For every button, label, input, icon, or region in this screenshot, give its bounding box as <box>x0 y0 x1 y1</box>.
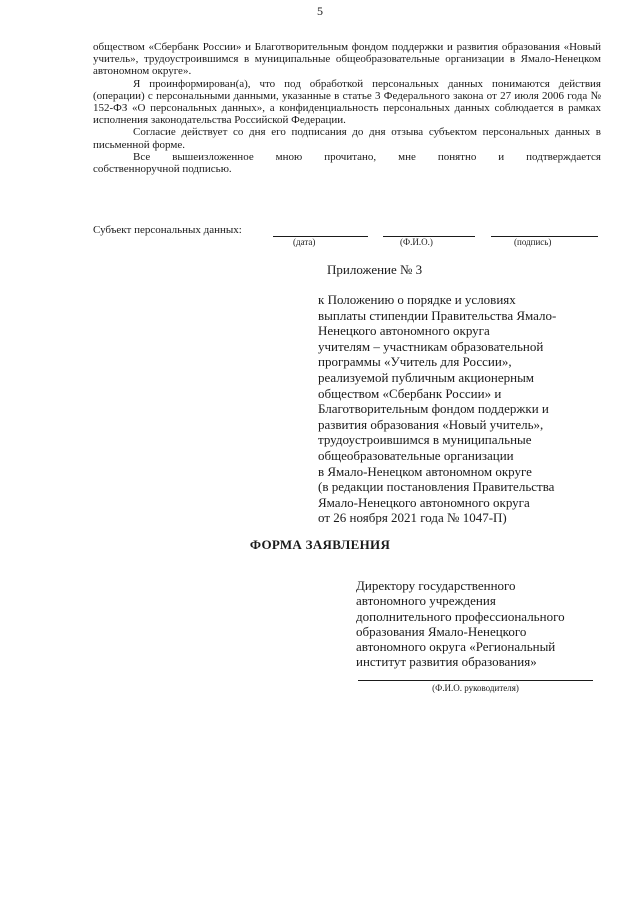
appendix-line: развития образования «Новый учитель», <box>318 416 544 432</box>
addressee-line: институт развития образования» <box>356 654 537 670</box>
appendix-line: от 26 ноября 2021 года № 1047-П) <box>318 510 507 526</box>
addressee-line: Директору государственного <box>356 578 516 593</box>
subject-label: Субъект персональных данных: <box>93 224 242 236</box>
appendix-line: Ямало-Ненецкого автономного округа <box>318 494 530 510</box>
appendix-line: в Ямало-Ненецком автономном округе <box>318 463 532 479</box>
consent-text <box>93 41 601 175</box>
appendix-description <box>318 292 556 526</box>
form-title: ФОРМА ЗАЯВЛЕНИЯ <box>249 537 391 552</box>
appendix-line: реализуемой публичным акционерным <box>318 369 535 385</box>
appendix-line: обществом «Сбербанк России» и <box>318 385 502 401</box>
date-caption: (дата) <box>293 237 316 247</box>
appendix-line: Ненецкого автономного округа <box>318 323 490 339</box>
appendix-line: к Положению о порядке и условиях <box>318 292 516 307</box>
appendix-line: (в редакции постановления Правительства <box>318 479 555 495</box>
appendix-line: программы «Учитель для России», <box>318 354 512 370</box>
addressee-line: автономного округа «Региональный <box>356 639 556 655</box>
addressee-block <box>356 578 565 670</box>
date-line[interactable] <box>273 236 368 237</box>
appendix-line: общеобразовательные организации <box>318 447 514 463</box>
consent-paragraph-2: Я проинформирован(а), что под обработкой персональных данных понимаются действия (операции) с персональными данными, указанные в статье 3 Федерального закона от 27 июля 2006 года № 152-ФЗ «О персональных данных», а конфиденциальность персональных данных соблюдается в рамках исполнения законодательства Российской Федерации. <box>93 77 601 127</box>
signature-block <box>93 224 613 254</box>
addressee-line: образования Ямало-Ненецкого <box>356 623 527 639</box>
page-number: 5 <box>317 4 323 18</box>
appendix-title: Приложение № 3 <box>327 262 423 277</box>
appendix-line: Благотворительным фондом поддержки и <box>318 401 549 417</box>
consent-paragraph-3: Согласие действует со дня его подписания до дня отзыва субъектом персональных данных в письменной форме. <box>93 126 601 151</box>
consent-paragraph-1: обществом «Сбербанк России» и Благотворительным фондом поддержки и развития образования «Новый учитель», трудоустроившимся в муниципальные общеобразовательные организации в Ямало-Ненецком автономном округе». <box>93 41 601 78</box>
addressee-line: дополнительного профессионального <box>356 608 565 624</box>
signature-caption: (подпись) <box>514 237 552 247</box>
appendix-line: трудоустроившимся в муниципальные <box>318 432 532 448</box>
head-name-line[interactable] <box>358 680 593 681</box>
appendix-line: учителям – участникам образовательной <box>318 338 544 354</box>
consent-paragraph-4-line-2: собственноручной подписью. <box>93 163 232 176</box>
consent-paragraph-4-line-1: Все вышеизложенное мною прочитано, мне понятно и подтверждается <box>133 150 601 163</box>
head-name-caption: (Ф.И.О. руководителя) <box>432 683 519 693</box>
addressee-line: автономного учреждения <box>356 593 496 609</box>
appendix-line: выплаты стипендии Правительства Ямало- <box>318 307 557 323</box>
name-caption: (Ф.И.О.) <box>400 237 433 247</box>
